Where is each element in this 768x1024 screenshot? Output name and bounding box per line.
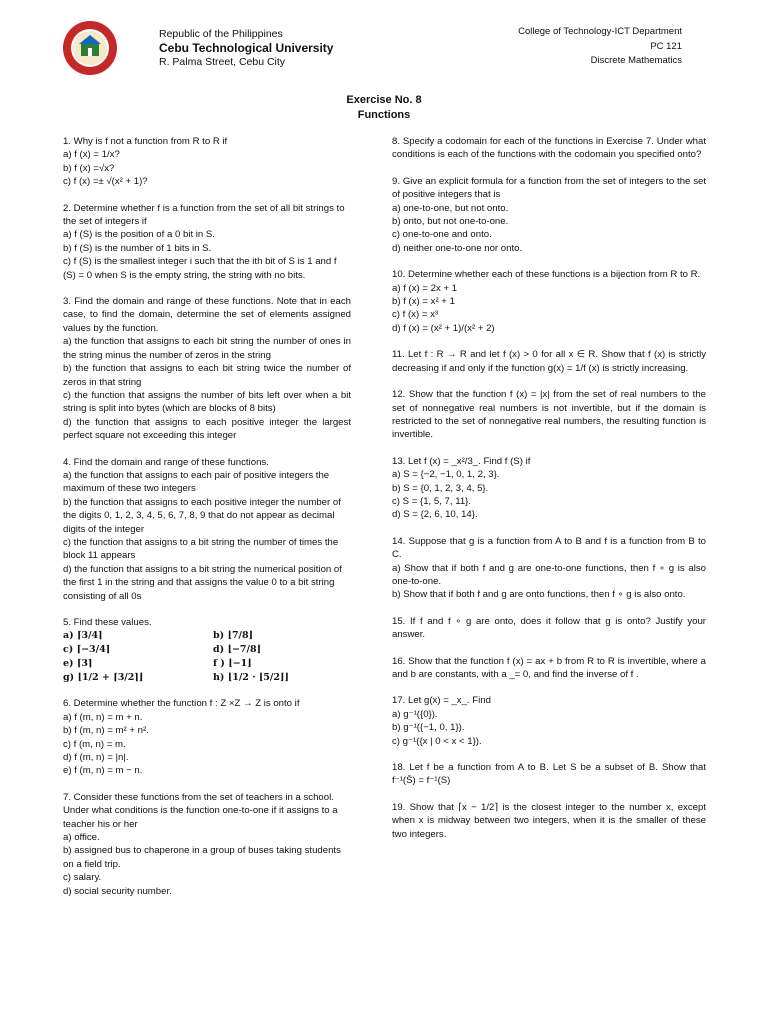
question-part: a) f (x) = 1/x? (63, 149, 120, 161)
question-7 (63, 791, 351, 898)
question-text: 14. Suppose that g is a function from A to B and f is a function from B to C. (392, 535, 706, 561)
question-text: 17. Let g(x) = _x_. Find (392, 695, 491, 707)
question-text: 7. Consider these functions from the set of teachers in a school. Under what conditions is the function one-to-one if it assigns to a teacher his or her (63, 791, 338, 830)
question-part: c) one-to-one and onto. (392, 229, 492, 241)
question-part: b) S = {0, 1, 2, 3, 4, 5}. (392, 482, 489, 494)
question-text: 3. Find the domain and range of these functions. Note that in each case, to find the domain, determine the set of elements assigned values by the function. (63, 296, 351, 334)
question-12 (392, 388, 706, 442)
question-9 (392, 175, 706, 255)
question-part: b) onto, but not one-to-one. (392, 216, 509, 228)
question-part: a) office. (63, 832, 100, 844)
question-text: 13. Let f (x) = _x²/3_. Find f (S) if (392, 455, 531, 467)
question-5 (63, 616, 351, 684)
question-text: 19. Show that ⌈x − 1/2⌉ is the closest integer to the number x, except when x is midway between two integers, when it is the smaller of these two integers. (392, 801, 706, 840)
question-14 (392, 535, 706, 602)
question-part: a) the function that assigns to each bit string the number of ones in the string minus the number of zeros in the string (63, 336, 351, 361)
q5-value: f ) ⌊−1⌋ (213, 658, 252, 670)
q5-value: b) ⌊7/8⌋ (213, 630, 254, 642)
question-text: 16. Show that the function f (x) = ax + b from R to R is invertible, where a and b are constants, with a _= 0, and find the inverse of f . (392, 655, 706, 680)
course-name: Discrete Mathematics (590, 55, 682, 66)
question-part: d) f (x) = (x² + 1)/(x² + 2) (392, 322, 495, 334)
exercise-topic: Functions (357, 109, 411, 121)
question-part: c) the function that assigns the number of bits left over when a bit string is split into bytes (which are blocks of 8 bits) (63, 389, 351, 415)
question-text: 18. Let f be a function from A to B. Let S be a subset of B. Show that f⁻¹(S̄) = f⁻¹(S) (392, 762, 706, 787)
q5-values-grid (63, 629, 351, 684)
question-part: c) salary. (63, 872, 102, 884)
q5-value: d) ⌊−7/8⌋ (213, 644, 262, 656)
exercise-title (0, 93, 768, 123)
question-part: d) S = {2, 6, 10, 14}. (392, 509, 478, 521)
question-part: a) one-to-one, but not onto. (392, 202, 509, 214)
question-19 (392, 801, 706, 841)
q5-value: e) ⌈3⌉ (63, 658, 93, 670)
question-part: a) f (m, n) = m + n. (63, 711, 143, 723)
question-part: b) assigned bus to chaperone in a group of buses taking students on a field trip. (63, 845, 341, 870)
question-text: 8. Specify a codomain for each of the functions in Exercise 7. Under what conditions is each of the functions with the codomain you specified onto? (392, 136, 706, 161)
question-text: 12. Show that the function f (x) = |x| from the set of real numbers to the set of nonnegative real numbers is not invertible, but if the domain is restricted to the set of nonnegative real numbers, the resulting function is invertible. (392, 389, 706, 441)
q5-value: a) ⌈3/4⌉ (63, 630, 103, 642)
question-part: e) f (m, n) = m − n. (63, 765, 143, 777)
question-part: b) f (x) =√x? (63, 162, 115, 174)
question-part: d) neither one-to-one nor onto. (392, 242, 523, 254)
question-text: 5. Find these values. (63, 617, 152, 628)
q5-value: h) ⌊1/2 · ⌊5/2⌋⌋ (213, 672, 289, 684)
exercise-number: Exercise No. 8 (346, 94, 422, 106)
question-10 (392, 268, 706, 335)
question-part: b) f (x) = x² + 1 (392, 296, 455, 308)
question-3 (63, 295, 351, 442)
question-part: b) f (S) is the number of 1 bits in S. (63, 242, 212, 254)
question-part: c) f (x) = x³ (392, 309, 439, 321)
question-part: b) the function that assigns to each positive integer the number of the digits 0, 1, 2, 3, 4, 5, 6, 7, 8, 9 that do not appear as decimal digits of the integer (63, 496, 341, 535)
question-text: 10. Determine whether each of these functions is a bijection from R to R. (392, 269, 701, 281)
question-part: c) f (S) is the smallest integer i such that the ith bit of S is 1 and f (S) = 0 when S is the empty string, the string with no bits. (63, 256, 337, 281)
question-15 (392, 615, 706, 642)
question-text: 1. Why is f not a function from R to R if (63, 136, 228, 147)
question-text: 4. Find the domain and range of these functions. (63, 456, 269, 468)
question-part: a) f (x) = 2x + 1 (392, 282, 458, 294)
question-part: b) f (m, n) = m² + n². (63, 725, 149, 737)
question-text: 11. Let f : R → R and let f (x) > 0 for all x ∈ R. Show that f (x) is strictly decreasing if and only if the function g(x) = 1/f (x) is strictly increasing. (392, 349, 706, 374)
question-16 (392, 655, 706, 682)
question-part: c) f (x) =± √(x² + 1)? (63, 176, 148, 188)
question-6 (63, 697, 351, 777)
q5-value: c) ⌈−3/4⌉ (63, 644, 111, 656)
question-13 (392, 455, 706, 522)
question-part: d) the function that assigns to a bit string the numerical position of the first 1 in the string and that assigns the value 0 to a bit string consisting of all 0s (63, 563, 342, 602)
question-text: 15. If f and f ∘ g are onto, does it follow that g is onto? Justify your answer. (392, 615, 706, 641)
university-address: R. Palma Street, Cebu City (159, 56, 286, 68)
question-17 (392, 694, 706, 748)
university-block (159, 27, 333, 69)
question-part: b) Show that if both f and g are onto functions, then f ∘ g is also onto. (392, 589, 686, 601)
question-1 (63, 135, 351, 189)
question-part: a) f (S) is the position of a 0 bit in S. (63, 229, 215, 241)
question-4 (63, 456, 351, 603)
q5-value: g) ⌊1/2 + ⌈3/2⌉⌋ (63, 672, 144, 684)
document-header (0, 0, 768, 80)
country-name: Republic of the Philippines (159, 28, 283, 40)
question-2 (63, 202, 351, 282)
department-name: College of Technology-ICT Department (518, 26, 682, 37)
question-part: c) the function that assigns to a bit string the number of times the block 11 appears (63, 536, 339, 562)
question-part: a) Show that if both f and g are one-to-one functions, then f ∘ g is also one-to-one. (392, 562, 706, 587)
right-column (392, 135, 706, 854)
question-part: d) social security number. (63, 885, 172, 897)
question-8 (392, 135, 706, 162)
course-block (518, 25, 682, 69)
university-seal-icon (62, 20, 118, 76)
question-text: 6. Determine whether the function f : Z ×Z → Z is onto if (63, 698, 300, 710)
question-text: 9. Give an explicit formula for a function from the set of integers to the set of positive integers that is (392, 175, 706, 201)
question-part: a) g⁻¹({0}). (392, 708, 438, 720)
university-name: Cebu Technological University (159, 41, 334, 55)
question-part: c) f (m, n) = m. (63, 738, 126, 750)
question-part: c) g⁻¹({x | 0 < x < 1}). (392, 735, 482, 747)
question-text: 2. Determine whether f is a function from the set of all bit strings to the set of integers if (63, 202, 345, 228)
course-code: PC 121 (650, 40, 682, 52)
question-18 (392, 761, 706, 788)
question-part: d) the function that assigns to each positive integer the largest perfect square not exceeding this integer (63, 416, 351, 442)
question-part: d) f (m, n) = |n|. (63, 752, 129, 764)
left-column (63, 135, 351, 911)
question-part: b) g⁻¹({−1, 0, 1}). (392, 722, 465, 734)
question-part: c) S = {1, 5, 7, 11}. (392, 495, 472, 507)
question-part: a) S = {−2, −1, 0, 1, 2, 3}. (392, 469, 500, 481)
question-part: b) the function that assigns to each bit string twice the number of zeros in that string (63, 363, 351, 388)
question-part: a) the function that assigns to each pair of positive integers the maximum of these two integers (63, 469, 330, 495)
question-11 (392, 348, 706, 375)
